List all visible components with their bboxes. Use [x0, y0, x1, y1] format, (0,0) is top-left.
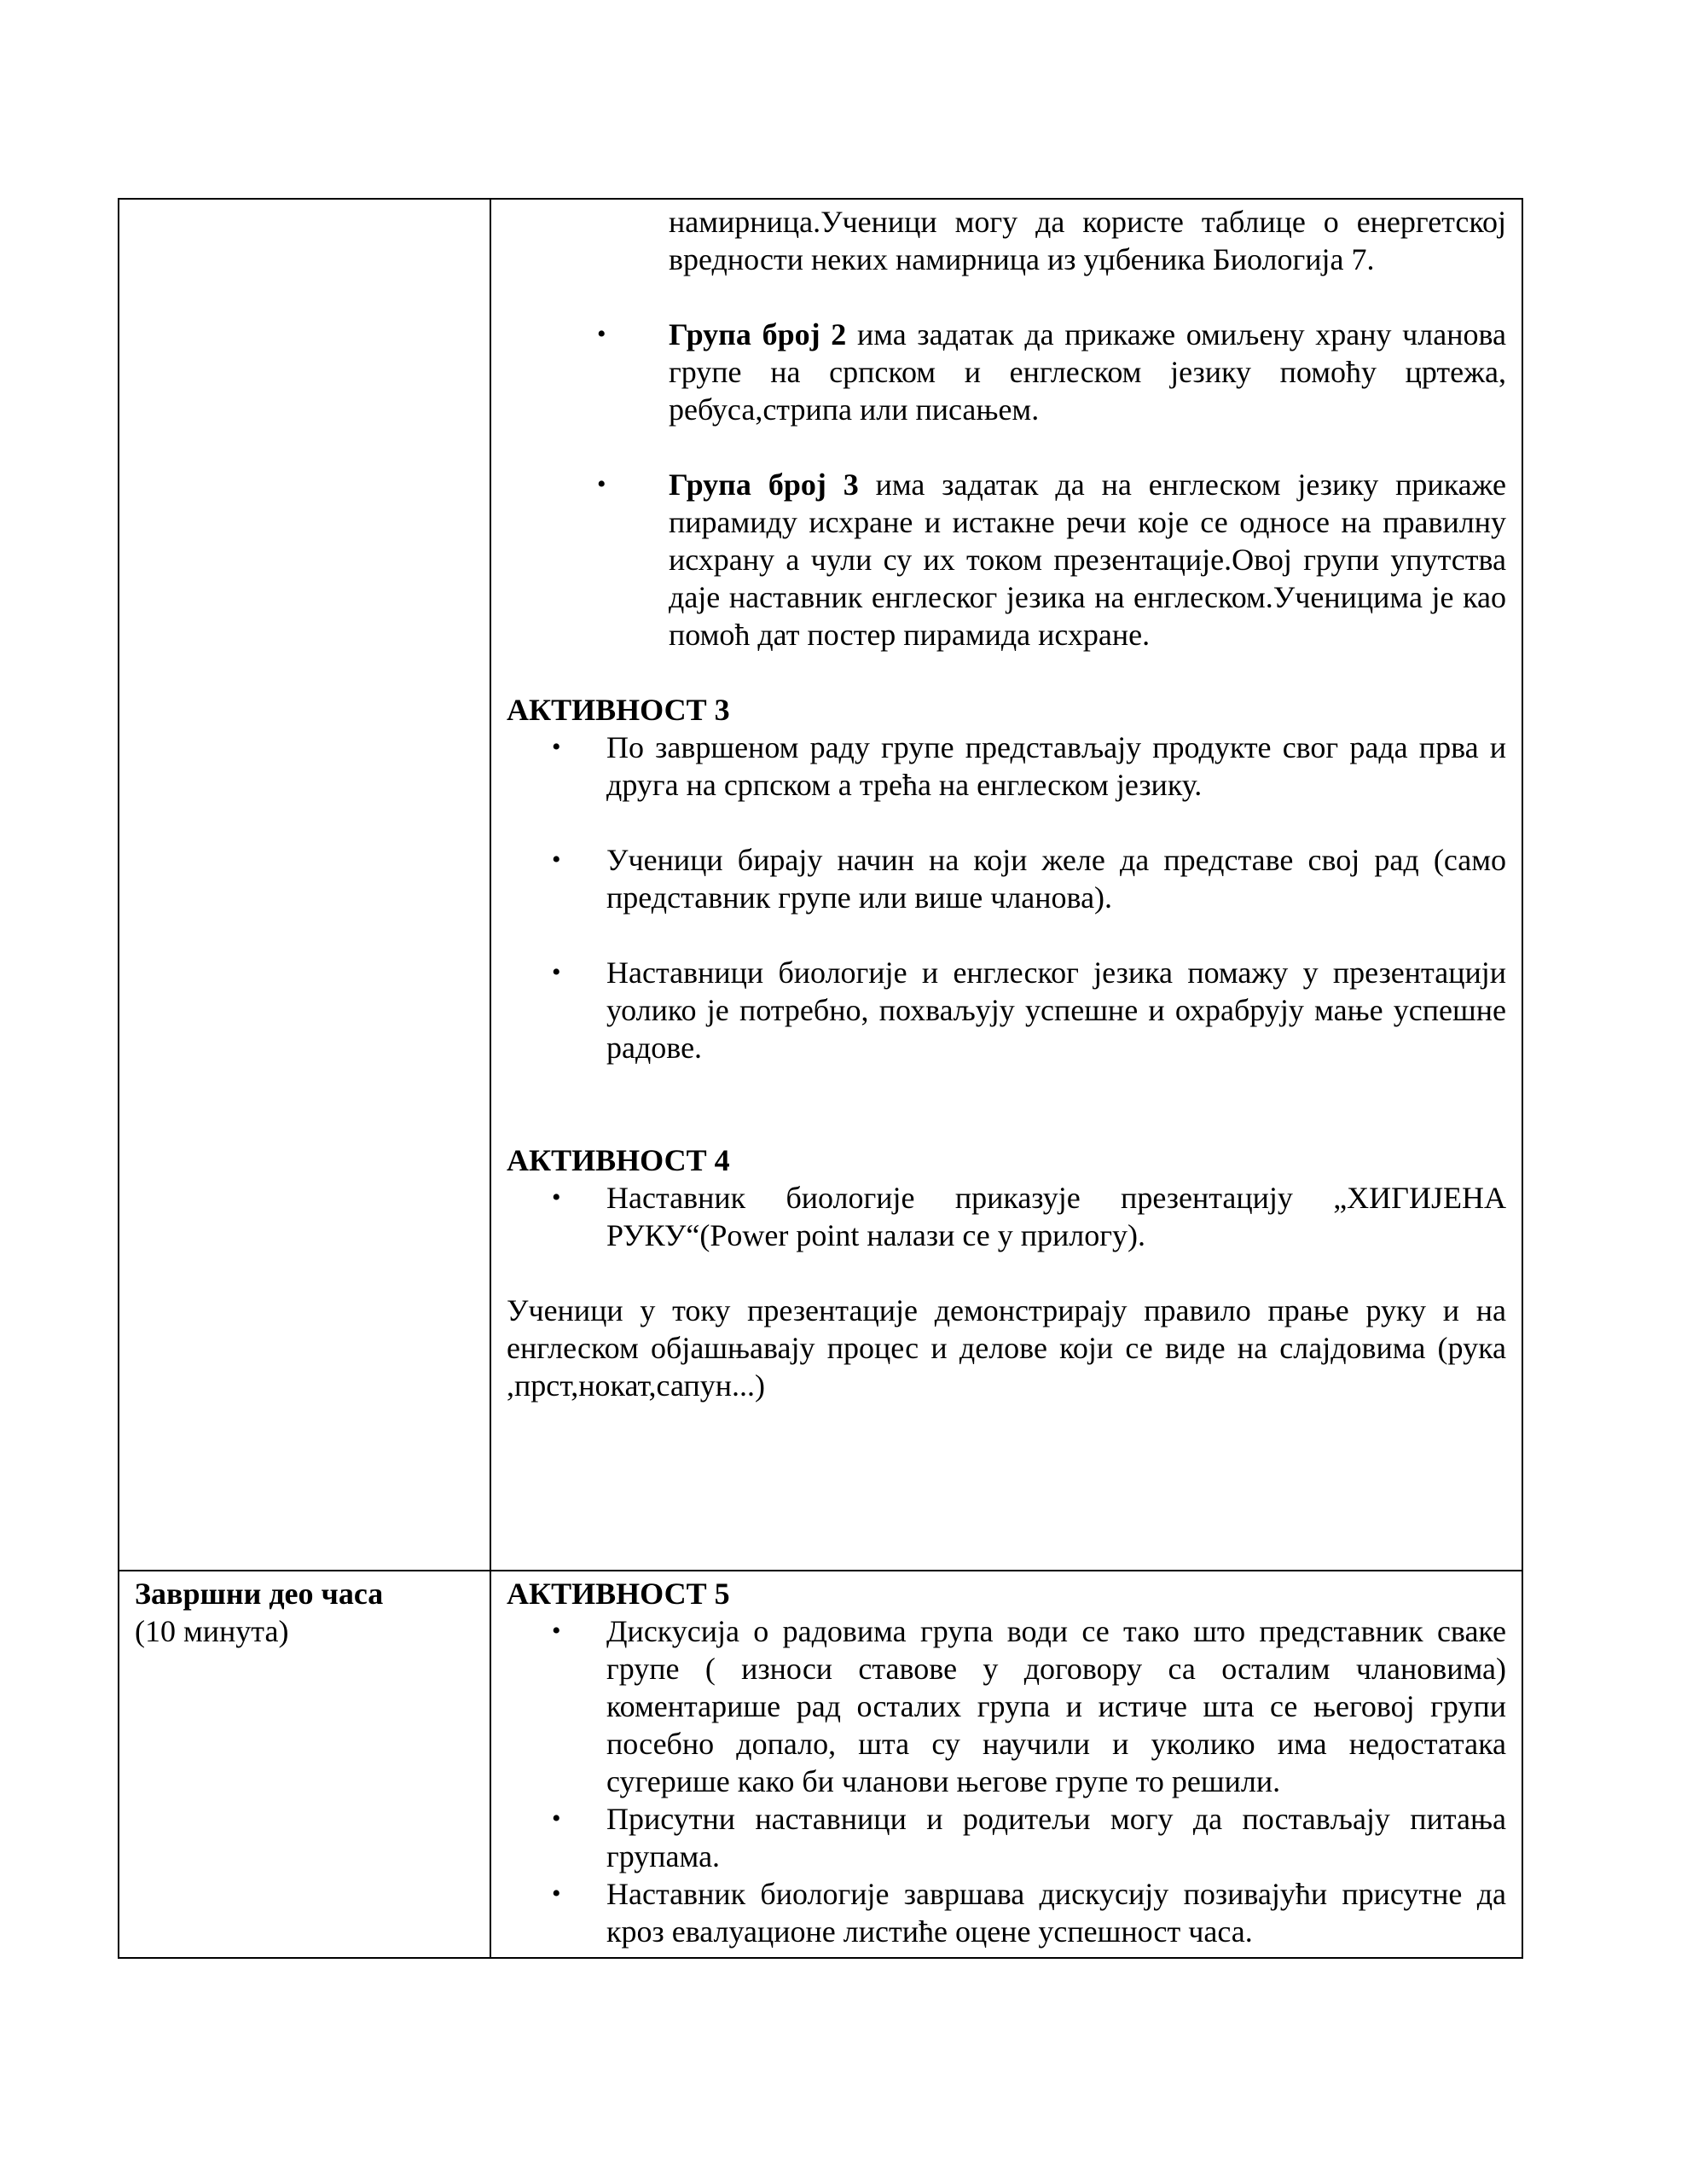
list-item-text: Присутни наставници и родитељи могу да постављају питања групама. — [606, 1802, 1506, 1873]
list-item-text: По завршеном раду групе представљају продукте свог рада прва и друга на српском а трећа на енглеском језику. — [606, 730, 1506, 802]
list-item — [507, 1612, 1506, 1800]
table-row — [119, 1571, 1522, 1958]
activity-4-list — [507, 1179, 1506, 1254]
list-item — [507, 316, 1506, 428]
activity-4-paragraph: Ученици у току презентације демонстрирају правило прање руку и на енглеском објашњавају процес и делове који се виде на слајдовима (рука ,прст,нокат,сапун...) — [507, 1293, 1506, 1403]
group-text: има задатак да на енглеском језику прикаже пирамиду исхране и истакне речи које се односе на правилну исхрану а чули су их током презентације.Овој групи упутства даје наставник енглеског језика на енглеском.Ученицима је као помоћ дат постер пирамида исхране. — [669, 468, 1507, 652]
list-item — [507, 841, 1506, 916]
group-list — [507, 316, 1506, 653]
group-label: Група број 3 — [669, 468, 859, 502]
list-item — [507, 1875, 1506, 1950]
bullet-icon: • — [552, 1879, 561, 1908]
continuation-text: намирница.Ученици могу да користе таблице о енергетској вредности неких намирница из уџбеника Биологија 7. — [669, 205, 1506, 276]
activity-5-heading: АКТИВНОСТ 5 — [507, 1577, 730, 1611]
activity-4-heading: АКТИВНОСТ 4 — [507, 1143, 730, 1177]
right-cell-activity-5 — [490, 1571, 1522, 1958]
activity-3-heading: АКТИВНОСТ 3 — [507, 693, 730, 727]
right-cell-main — [490, 199, 1522, 1571]
list-item-text: Дискусија о радовима група води се тако што представник сваке групе ( износи ставове у договору са осталим члановима) коментарише рад осталих група и истиче шта се његовој групи посебно допало, шта су научили и уколико има недостатака сугерише како би чланови његове групе то решили. — [606, 1614, 1506, 1798]
left-cell-section — [119, 1571, 490, 1958]
list-item — [507, 729, 1506, 804]
bullet-icon: • — [597, 320, 606, 348]
left-cell-empty — [119, 199, 490, 1571]
group-text: има задатак да прикаже омиљену храну чланова групе на српском и енглеском језику помоћу цртежа, ребуса,стрипа или писањем. — [669, 317, 1506, 427]
bullet-icon: • — [552, 1617, 561, 1645]
bullet-icon: • — [552, 958, 561, 986]
list-item-text: Наставник биологије завршава дискусију позивајући присутне да кроз евалуационе листиће оцене успешност часа. — [606, 1877, 1506, 1949]
group-label: Група број 2 — [669, 317, 847, 351]
list-item — [507, 1179, 1506, 1254]
list-item-text: Наставник биологије приказује презентацију „ХИГИЈЕНА РУКУ“(Power point налази се у прилогу). — [606, 1181, 1506, 1252]
lesson-table — [118, 198, 1523, 1959]
activity-3-list — [507, 729, 1506, 1066]
list-item — [507, 1800, 1506, 1875]
bullet-icon: • — [552, 845, 561, 874]
bullet-icon: • — [552, 733, 561, 761]
section-duration: (10 минута) — [135, 1614, 289, 1648]
bullet-icon: • — [552, 1183, 561, 1211]
list-item — [507, 466, 1506, 653]
list-item-text: Ученици бирају начин на који желе да представе свој рад (само представник групе или више чланова). — [606, 843, 1506, 915]
section-title: Завршни део часа — [135, 1577, 384, 1611]
list-item-text: Наставници биологије и енглеског језика помажу у презентацији уолико је потребно, похваљују успешне и охрабрују мање успешне радове. — [606, 956, 1506, 1065]
bullet-icon: • — [597, 470, 606, 498]
activity-5-list — [507, 1612, 1506, 1950]
bullet-icon: • — [552, 1804, 561, 1833]
table-row — [119, 199, 1522, 1571]
list-item — [507, 954, 1506, 1066]
